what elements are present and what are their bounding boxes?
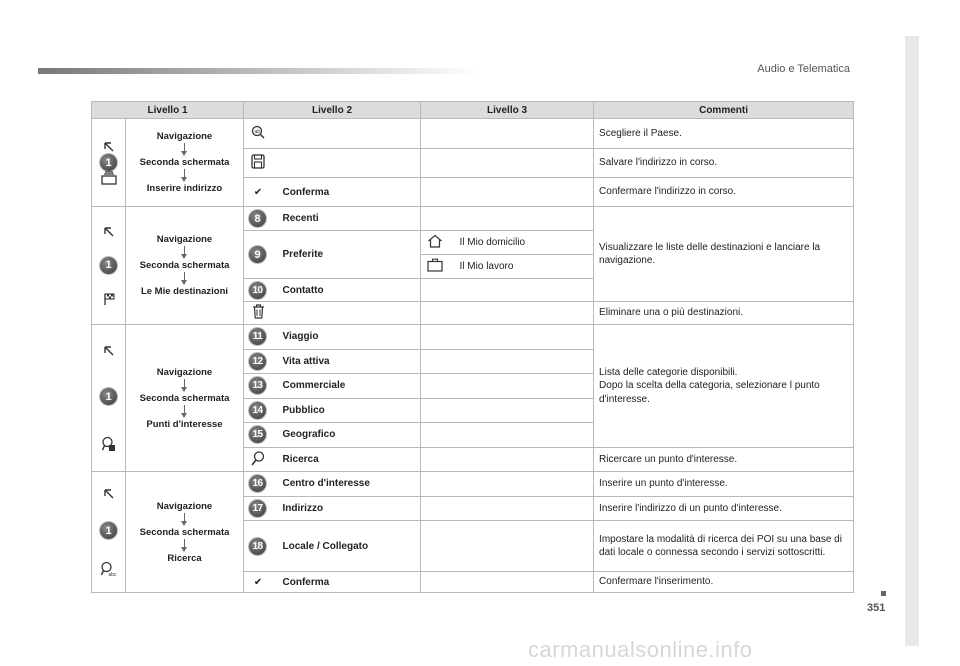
flow-arrow-icon [180,538,190,553]
navigation-arrow-icon [102,140,116,154]
level2-label: Preferite [278,231,421,279]
page-marker [881,591,886,596]
comment-cell: Confermare l'indirizzo in corso. [594,178,854,207]
flow-step: Ricerca [167,552,202,564]
search-icon [250,450,266,466]
flow-step: Seconda schermata [139,157,230,168]
step-badge: 18 [249,538,266,555]
flow-step: Navigazione [156,234,213,245]
level3-label: Il Mio domicilio [455,231,594,255]
level2-label: Contatto [278,279,421,302]
step-badge: 1 [100,154,117,171]
trash-icon [252,304,265,319]
navigation-arrow-icon [102,344,116,358]
comment-cell: Ricercare un punto d'interesse. [594,447,854,472]
comment-cell: Salvare l'indirizzo in corso. [594,149,854,178]
flow-step: Seconda schermata [139,392,230,404]
step-badge: 1 [100,388,117,405]
home-icon [427,234,443,248]
level2-label: Ricerca [278,447,421,472]
flow-step: Punti d'interesse [146,418,223,430]
comment-cell: Eliminare una o più destinazioni. [594,302,854,325]
flow-step: Inserire indirizzo [146,183,223,194]
level2-label: Commerciale [278,374,421,399]
country-map-icon [250,124,266,140]
section-title: Audio e Telematica [757,63,850,75]
step-badge: 9 [249,246,266,263]
level3-label: Il Mio lavoro [455,255,594,279]
level1-flow-cell [126,472,244,593]
svg-text:abc: abc [108,572,117,578]
level2-label: Recenti [278,207,421,231]
level2-label: Conferma [278,572,421,593]
comment-cell: Inserire un punto d'interesse. [594,472,854,497]
step-badge: 15 [249,426,266,443]
navigation-arrow-icon [102,487,116,501]
level2-label: Conferma [278,178,421,207]
level2-icon-cell [244,119,278,149]
navigation-arrow-icon [102,225,116,239]
level2-label: Indirizzo [278,496,421,521]
flow-arrow-icon [180,378,190,393]
checkmark-icon: ✔ [253,186,263,198]
level1-icons-cell [92,472,126,593]
level2-label: Centro d'interesse [278,472,421,497]
step-badge: 10 [249,282,266,299]
save-icon [251,154,265,169]
level1-icons-cell [92,325,126,472]
flow-arrow-icon [180,271,190,286]
step-badge: 8 [249,210,266,227]
step-badge: 12 [249,353,266,370]
flow-step: Navigazione [156,366,213,378]
comment-line: Dopo la scelta della categoria, selezionare l punto d'interesse. [599,380,820,405]
step-badge: 1 [100,257,117,274]
flow-step: Navigazione [156,131,213,142]
level1-flow-cell [126,207,244,325]
level2-label: Geografico [278,423,421,448]
level2-label: Vita attiva [278,349,421,374]
level1-flow-cell [126,119,244,207]
level2-label: Viaggio [278,325,421,350]
svg-text:ab: ab [254,129,261,135]
header-rule [38,68,478,74]
level1-icons-cell [92,207,126,325]
table-row [92,325,854,350]
step-badge: 1 [100,522,117,539]
poi-search-icon [101,436,117,452]
step-badge: 14 [249,402,266,419]
comment-cell: Confermare l'inserimento. [594,572,854,593]
table-row [92,207,854,231]
text-search-icon [100,561,118,577]
comment-line: Lista delle categorie disponibili. [599,366,738,378]
page-edge-bar [905,36,919,646]
header-level2: Livello 2 [244,102,421,119]
level2-cell [278,119,421,149]
comment-cell: Visualizzare le liste delle destinazioni e lanciare la navigazione. [594,207,854,302]
flow-arrow-icon [180,142,190,157]
table-row [92,472,854,497]
table-row [92,119,854,149]
step-badge: 16 [249,475,266,492]
flow-arrow-icon [180,245,190,260]
address-entry-icon [101,171,117,185]
comment-cell: Inserire l'indirizzo di un punto d'interesse. [594,496,854,521]
flow-step: Le Mie destinazioni [140,286,229,297]
flow-arrow-icon [180,404,190,419]
page-number: 351 [867,602,886,614]
step-badge: 13 [249,377,266,394]
level2-label: Pubblico [278,398,421,423]
header-level3: Livello 3 [421,102,594,119]
comment-cell: Scegliere il Paese. [594,119,854,149]
navigation-menu-table [91,101,854,593]
work-briefcase-icon [427,258,443,272]
destination-flag-icon [102,292,116,306]
flow-step: Seconda schermata [139,260,230,271]
flow-step: Navigazione [156,500,213,512]
comment-cell [594,325,854,448]
level1-flow-cell [126,325,244,472]
header-comments: Commenti [594,102,854,119]
flow-arrow-icon [180,512,190,527]
step-badge: 17 [249,500,266,517]
flow-arrow-icon [180,168,190,183]
watermark: carmanualsonline.info [528,637,753,662]
flow-step: Seconda schermata [139,526,230,538]
level3-cell [421,119,594,149]
header-level1: Livello 1 [92,102,244,119]
step-badge: 11 [249,328,266,345]
checkmark-icon: ✔ [253,576,263,588]
level1-icons-cell [92,119,126,207]
table-header-row [92,102,854,119]
comment-cell: Impostare la modalità di ricerca dei POI su una base di dati locale o connessa secondo i servizi sottoscritti. [594,521,854,572]
level2-label: Locale / Collegato [278,521,421,572]
